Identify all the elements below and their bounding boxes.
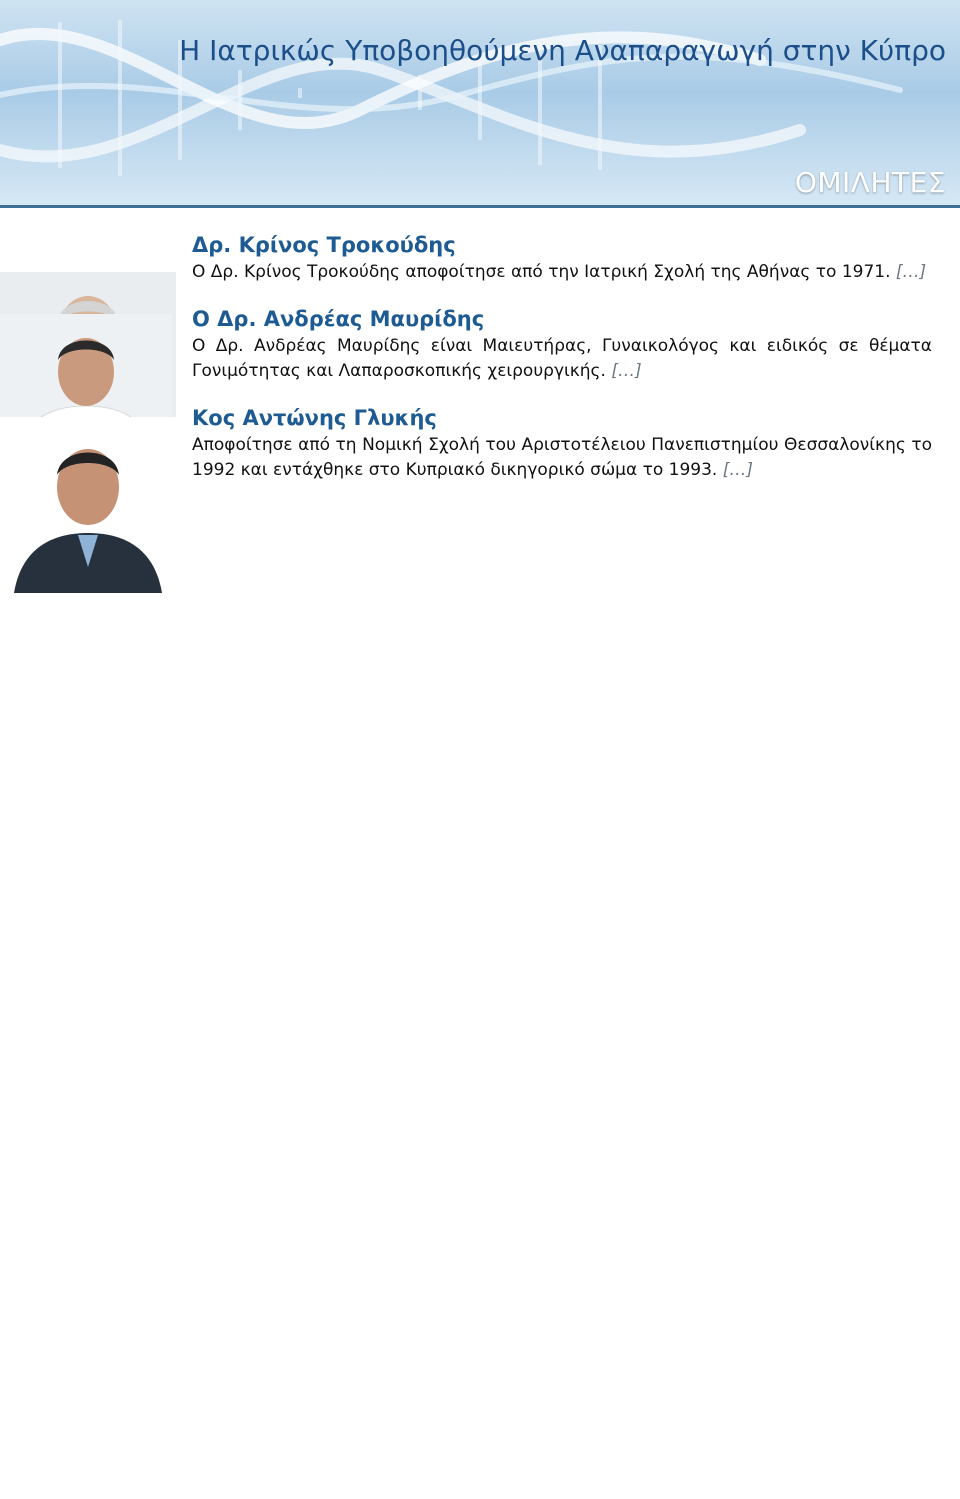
speaker-name: Κος Αντώνης Γλυκής [192,405,437,430]
speaker-bio [192,403,960,484]
header-banner [0,0,960,208]
speaker-bio-excerpt: Ο Δρ. Ανδρέας Μαυρίδης είναι Μαιευτήρας, Γυναικολόγος και ειδικός σε θέματα Γονιμότητας και Λαπαροσκοπικής χειρουργικής. [192,335,932,382]
speaker-bio-excerpt: Ο Δρ. Κρίνος Τροκούδης αποφοίτησε από την Ιατρική Σχολή της Αθήνας το 1971. [192,262,891,282]
speaker-bio [192,304,960,385]
speaker-bio-excerpt: Αποφοίτησε από τη Νομική Σχολή του Αριστοτέλειου Πανεπιστημίου Θεσσαλονίκης το 1992 και εντάχθηκε στο Κυπριακό δικηγορικό σώμα το 1993. [192,434,932,481]
speaker-name: Ο Δρ. Ανδρέας Μαυρίδης [192,306,485,331]
speaker-mavridis [0,304,960,385]
speaker-photo [0,417,176,593]
speaker-bio [192,230,960,286]
page-title: Η Ιατρικώς Υποβοηθούμενη Αναπαραγωγή στην Κύπρο [179,34,946,67]
omission-note: […] [895,262,927,282]
speakers-section-label: ΟΜΙΛΗΤΕΣ [794,166,946,199]
omission-note: […] [611,361,642,382]
speaker-trokoudis [0,230,960,286]
speaker-bio-text [192,433,932,484]
speaker-glykis [0,403,960,484]
speaker-bio-text [192,260,932,286]
omission-note: […] [722,460,753,481]
speaker-name: Δρ. Κρίνος Τροκούδης [192,233,456,257]
speaker-bio-text [192,334,932,385]
